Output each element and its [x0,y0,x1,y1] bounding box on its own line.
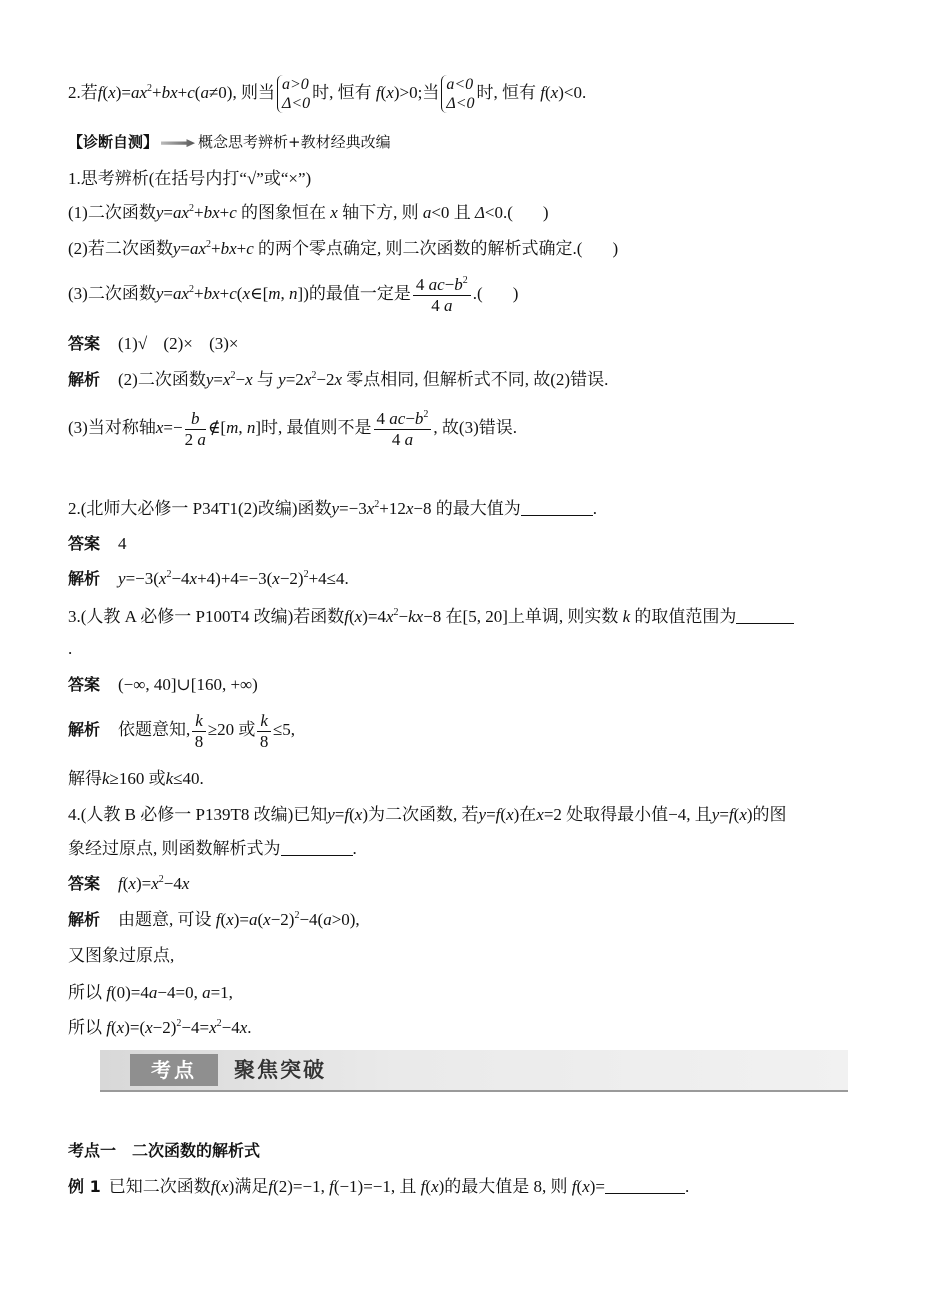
q4-title-2: 象经过原点, 则函数解析式为 . [68,839,357,858]
q4-title: 4.(人教 B 必修一 P139T8 改编)已知y=f(x)为二次函数, 若y=f(x)在x=2 处取得最小值−4, 且y=f(x)的图 [68,805,787,824]
q4-analysis-1: 解析 由题意, 可设 $f(x)=a(x-2)^2-4(a>0)$, [68,910,360,929]
section-title: 考点一 二次函数的解析式 [68,1141,261,1160]
section-banner [100,1050,848,1092]
q1-title: 1.思考辨析(在括号内打“√”或“×”) [68,169,312,188]
example-1: 例 1 已知二次函数f(x)满足f(2)=−1, f(−1)=−1, 且 f(x)的最大值是 8, 则 f(x)= . [68,1177,690,1196]
q3-analysis-2: 解得k≥160 或k≤40. [68,769,204,788]
property-2: 2.若$f(x)=ax^2+bx+c(a\ne 0)$, 则当 a>0 Δ<0 时, 恒有 f(x)>0;当 a<0 Δ<0 时, 恒有 f(x)<0. [68,76,587,113]
q3-answer: 答案 (−∞, 40]∪[160, +∞) [68,675,258,694]
q3-title-end: . [68,639,73,658]
q2-answer: 答案 4 [68,534,127,553]
q4-analysis-4: 所以 $f(x)=(x-2)^2-4=x^2-4x$. [68,1018,252,1037]
q2-analysis: 解析 $y=-3(x^2-4x+4)+4=-3(x-2)^2+4\le 4$. [68,569,349,588]
q1-analysis-2: (3)当对称轴x=− $\frac{b}{2 a}$ ∉[m, n]时, 最值则不是 $\frac{4 ac-b^2}{4 a}$ , 故(3)错误. [68,408,517,449]
fraction: $\frac{4 ac-b^2}{4 a}$ [413,275,471,316]
q1-statement-1: (1)二次函数$y=ax^2+bx+c$ 的图象恒在 x 轴下方, 则 a<0 且 Δ<0.( ) [68,203,549,222]
q1-analysis-1: 解析 (2)二次函数$y=x^2-x$ 与 $y=2x^2-2x$ 零点相同, 但解析式不同, 故(2)错误. [68,370,609,389]
q3-title: 3.(人教 A 必修一 P100T4 改编)若函数$f(x)=4x^2-kx-8$ 在[5, 20]上单调, 则实数 k 的取值范围为 [68,606,794,628]
q4-analysis-3: 所以 f(0)=4a−4=0, a=1, [68,983,233,1002]
banner-tag: 考点 [130,1054,218,1086]
banner-title: 聚焦突破 [234,1058,326,1082]
condition-brace-1: a>0 Δ<0 [277,75,310,113]
condition-brace-2: a<0 Δ<0 [441,75,474,113]
diagnostic-header: 【诊断自测】 概念思考辨析+教材经典改编 [68,133,391,151]
arrow-icon [161,139,195,147]
q4-analysis-2: 又图象过原点, [68,946,175,965]
q1-statement-2: (2)若二次函数$y=ax^2+bx+c$ 的两个零点确定, 则二次函数的解析式确定.( ) [68,239,619,258]
q4-answer: 答案 $f(x)=x^2-4x$ [68,874,190,893]
q1-statement-3: (3)二次函数$y=ax^2+bx+c(x\in[m$, n])的最值一定是 $\frac{4 ac-b^2}{4 a}$ .( ) [68,274,519,315]
q3-analysis-1: 解析 依题意知, $\frac{k}{8}$ ≥20 或 $\frac{k}{8}$ ≤5, [68,710,296,751]
q2-title: 2.(北师大必修一 P34T1(2)改编)函数$y=-3x^2+12x-8$ 的最大值为 . [68,499,597,518]
q1-answer: 答案 (1)√ (2)× (3)× [68,334,239,353]
